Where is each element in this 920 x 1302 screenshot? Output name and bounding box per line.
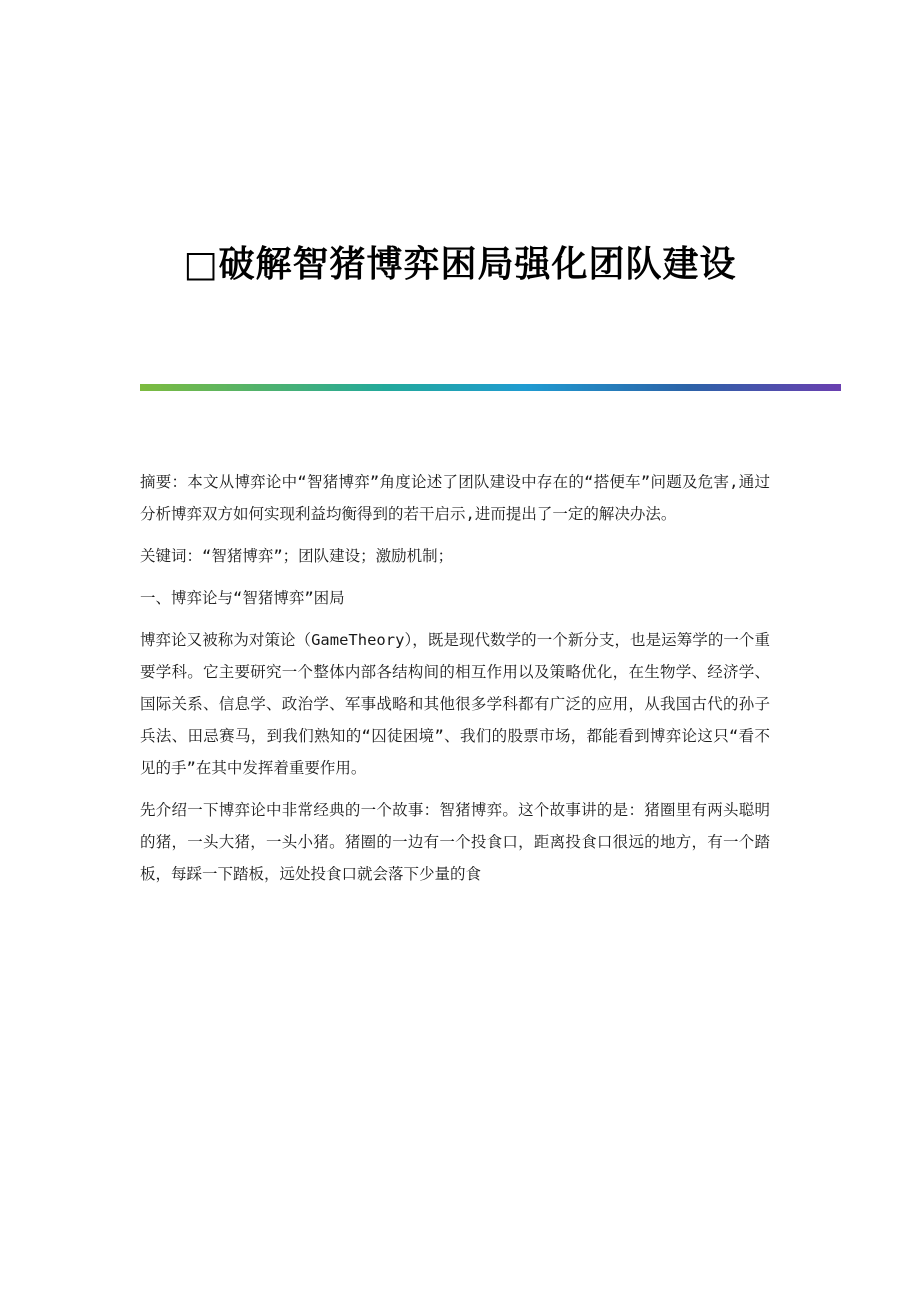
section-heading: 一、博弈论与“智猪博弈”困局: [140, 589, 345, 607]
abstract-paragraph: 摘要：本文从博弈论中“智猪博弈”角度论述了团队建设中存在的“搭便车”问题及危害,通过分析博弈双方如何实现利益均衡得到的若干启示,进而提出了一定的解决办法。: [140, 473, 770, 523]
document-body: [140, 466, 770, 900]
body-paragraph: 先介绍一下博弈论中非常经典的一个故事：智猪博弈。这个故事讲的是：猪圈里有两头聪明的猪，一头大猪，一头小猪。猪圈的一边有一个投食口，距离投食口很远的地方，有一个踏板，每踩一下踏板，远处投食口就会落下少量的食: [140, 801, 770, 883]
body-paragraph: 博弈论又被称为对策论（GameTheory），既是现代数学的一个新分支，也是运筹学的一个重要学科。它主要研究一个整体内部各结构间的相互作用以及策略优化，在生物学、经济学、国际关系、信息学、政治学、军事战略和其他很多学科都有广泛的应用，从我国古代的孙子兵法、田忌赛马，到我们熟知的“囚徒困境”、我们的股票市场，都能看到博弈论这只“看不见的手”在其中发挥着重要作用。: [140, 631, 770, 777]
document-title: □破解智猪博弈困局强化团队建设: [183, 243, 737, 286]
keywords-paragraph: 关键词：“智猪博弈”；团队建设；激励机制；: [140, 547, 454, 565]
gradient-divider: [140, 384, 841, 391]
